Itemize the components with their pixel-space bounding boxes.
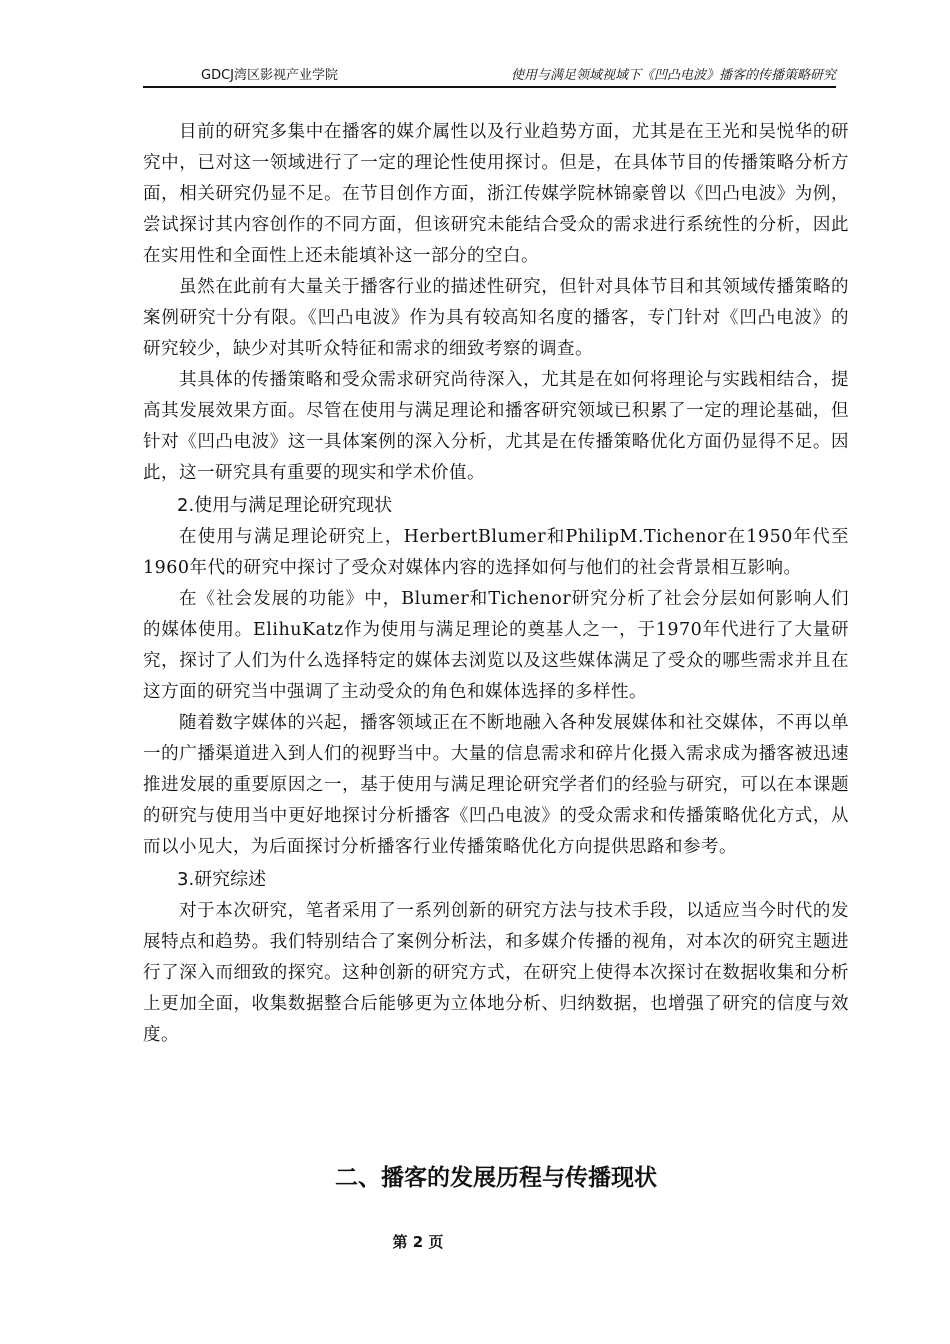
header-thesis-title: 使用与满足领域视域下《凹凸电波》播客的传播策略研究 [510, 68, 836, 83]
paragraph-6: 随着数字媒体的兴起，播客领域正在不断地融入各种发展媒体和社交媒体，不再以单一的广播渠道进入到人们的视野当中。大量的信息需求和碎片化摄入需求成为播客被迅速推进发展的重要原因之一，基于使用与满足理论研究学者们的经验与研究，可以在本课题的研究与使用当中更好地探讨分析播客《凹凸电波》的受众需求和传播策略优化方式，从而以小见大，为后面探讨分析播客行业传播策略优化方向提供思路和参考。 [143, 713, 849, 857]
chapter-title: 二、播客的发展历程与传播现状 [335, 1165, 657, 1191]
paragraph-5: 在《社会发展的功能》中，Blumer和Tichenor研究分析了社会分层如何影响人们的媒体使用。ElihuKatz作为使用与满足理论的奠基人之一，于1970年代进行了大量研究，探讨了人们为什么选择特定的媒体去浏览以及这些媒体满足了受众的哪些需求并且在这方面的研究当中强调了主动受众的角色和媒体选择的多样性。 [143, 589, 849, 702]
header-institution: GDCJ湾区影视产业学院 [201, 68, 338, 83]
paragraph-1: 目前的研究多集中在播客的媒介属性以及行业趋势方面，尤其是在王光和吴悦华的研究中，已对这一领域进行了一定的理论性使用探讨。但是，在具体节目的传播策略分析方面，相关研究仍显不足。在节目创作方面，浙江传媒学院林锦豪曾以《凹凸电波》为例，尝试探讨其内容创作的不同方面，但该研究未能结合受众的需求进行系统性的分析，因此在实用性和全面性上还未能填补这一部分的空白。 [143, 122, 849, 266]
header-divider [143, 86, 836, 88]
paragraph-3: 其具体的传播策略和受众需求研究尚待深入，尤其是在如何将理论与实践相结合，提高其发展效果方面。尽管在使用与满足理论和播客研究领域已积累了一定的理论基础，但针对《凹凸电波》这一具体案例的深入分析，尤其是在传播策略优化方面仍显得不足。因此，这一研究具有重要的现实和学术价值。 [143, 370, 849, 483]
section-heading-3: 3.研究综述 [177, 869, 267, 890]
paragraph-4: 在使用与满足理论研究上，HerbertBlumer和PhilipM.Tichenor在1950年代至1960年代的研究中探讨了受众对媒体内容的选择如何与他们的社会背景相互影响。 [143, 527, 849, 578]
page-header [143, 66, 836, 88]
body-text [143, 117, 849, 1051]
paragraph-7: 对于本次研究，笔者采用了一系列创新的研究方法与技术手段，以适应当今时代的发展特点和趋势。我们特别结合了案例分析法，和多媒介传播的视角，对本次的研究主题进行了深入而细致的探究。这种创新的研究方式，在研究上使得本次探讨在数据收集和分析上更加全面，收集数据整合后能够更为立体地分析、归纳数据，也增强了研究的信度与效度。 [143, 901, 849, 1045]
section-heading-2: 2.使用与满足理论研究现状 [177, 495, 393, 516]
paragraph-2: 虽然在此前有大量关于播客行业的描述性研究，但针对具体节目和其领域传播策略的案例研究十分有限。《凹凸电波》作为具有较高知名度的播客，专门针对《凹凸电波》的研究较少，缺少对其听众特征和需求的细致考察的调查。 [143, 277, 849, 359]
page-number: 第 2 页 [392, 1233, 444, 1251]
